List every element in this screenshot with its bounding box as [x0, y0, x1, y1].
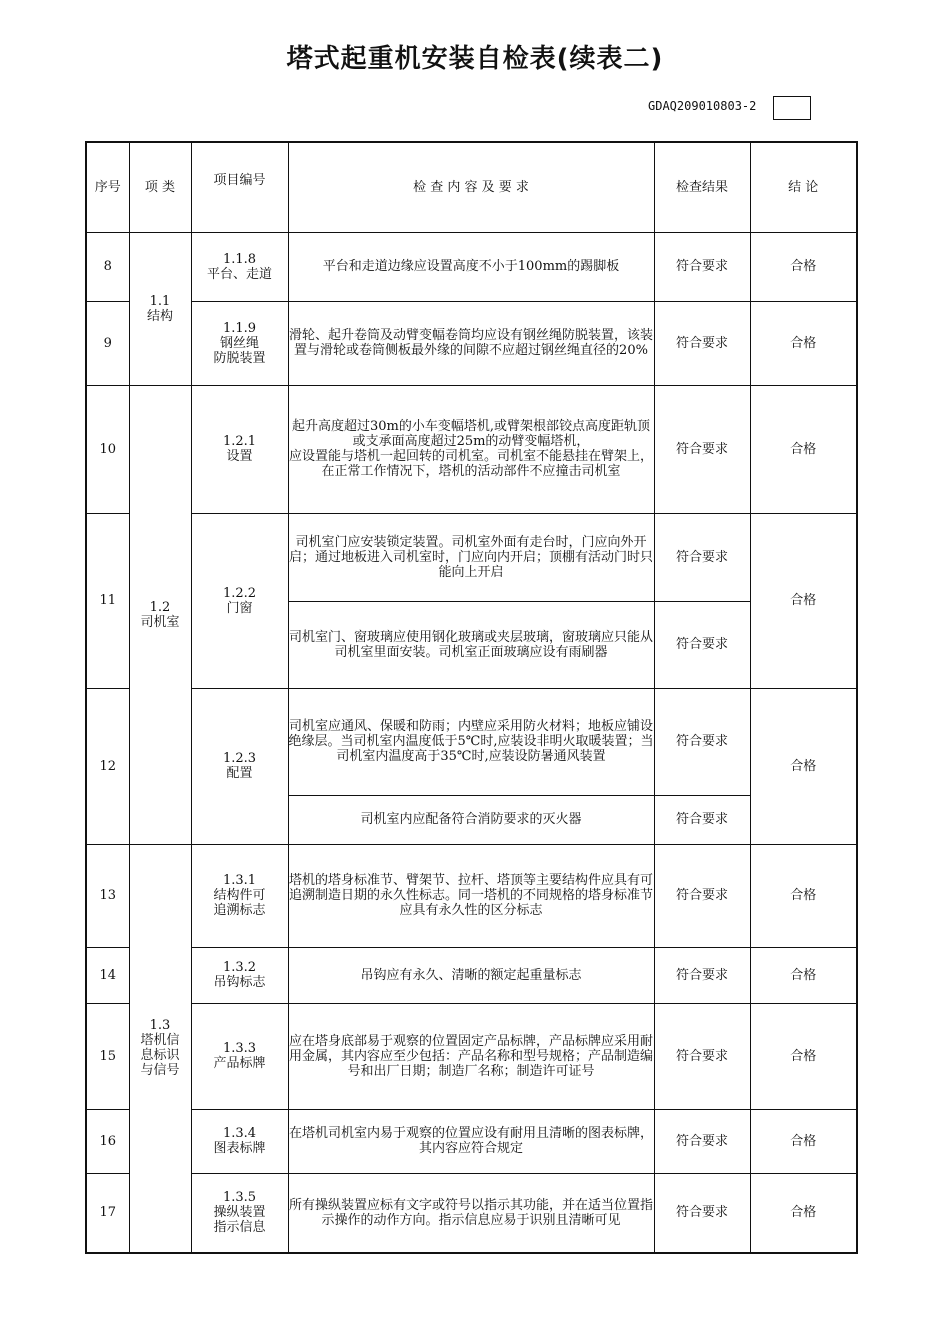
table-row: [86, 1003, 857, 1109]
conclusion: 合格: [750, 301, 857, 385]
conclusion: 合格: [750, 688, 857, 844]
check-result: 符合要求: [654, 301, 750, 385]
item-no: 1.1.9 钢丝绳 防脱装置: [191, 301, 288, 385]
check-result: 符合要求: [654, 688, 750, 795]
requirement-text: 平台和走道边缘应设置高度不小于100mm的踢脚板: [288, 232, 654, 301]
requirement-text: 司机室应通风、保暖和防雨；内壁应采用防火材料；地板应铺设绝缘层。当司机室内温度低于5℃时,应装设非明火取暖装置；当司机室内温度高于35℃时,应装设防暑通风装置: [288, 688, 654, 795]
item-no: 1.3.4 图表标牌: [191, 1109, 288, 1173]
requirement-text: 应在塔身底部易于观察的位置固定产品标牌，产品标牌应采用耐用金属，其内容应至少包括：产品名称和型号规格；产品制造编号和出厂日期；制造厂名称；制造许可证号: [288, 1003, 654, 1109]
header-content: 检 查 内 容 及 要 求: [288, 142, 654, 232]
requirement-text: 在塔机司机室内易于观察的位置应设有耐用且清晰的图表标牌，其内容应符合规定: [288, 1109, 654, 1173]
requirement-text: 司机室门应安装锁定装置。司机室外面有走台时，门应向外开启；通过地板进入司机室时，门应向内开启；顶棚有活动门时只能向上开启: [288, 513, 654, 601]
row-no: 10: [86, 385, 129, 513]
header-conclusion: 结 论: [750, 142, 857, 232]
item-no: 1.3.5 操纵装置 指示信息: [191, 1173, 288, 1253]
item-no: 1.1.8 平台、走道: [191, 232, 288, 301]
table-row: [86, 1109, 857, 1173]
conclusion: 合格: [750, 1003, 857, 1109]
row-no: 16: [86, 1109, 129, 1173]
row-no: 15: [86, 1003, 129, 1109]
table-row: [86, 385, 857, 513]
requirement-text: 塔机的塔身标准节、臂架节、拉杆、塔顶等主要结构件应具有可追溯制造日期的永久性标志。同一塔机的不同规格的塔身标准节应具有永久性的区分标志: [288, 844, 654, 947]
conclusion: 合格: [750, 947, 857, 1003]
requirement-text: 起升高度超过30m的小车变幅塔机,或臂架根部铰点高度距轨顶或支承面高度超过25m的动臂变幅塔机， 应设置能与塔机一起回转的司机室。司机室不能悬挂在臂架上，在正常工作情况下，塔机的活动部件不应撞击司机室: [288, 385, 654, 513]
check-result: 符合要求: [654, 1173, 750, 1253]
inspection-table: [85, 141, 858, 1254]
item-no: 1.3.2 吊钩标志: [191, 947, 288, 1003]
conclusion: 合格: [750, 232, 857, 301]
row-no: 9: [86, 301, 129, 385]
table-row: [86, 947, 857, 1003]
check-result: 符合要求: [654, 1109, 750, 1173]
table-row: [86, 688, 857, 795]
item-no: 1.2.2 门窗: [191, 513, 288, 688]
requirement-text: 司机室门、窗玻璃应使用钢化玻璃或夹层玻璃，窗玻璃应只能从司机室里面安装。司机室正面玻璃应设有雨刷器: [288, 601, 654, 688]
header-row: [86, 142, 857, 232]
requirement-text: 司机室内应配备符合消防要求的灭火器: [288, 795, 654, 844]
conclusion: 合格: [750, 844, 857, 947]
table-row: [86, 844, 857, 947]
check-result: 符合要求: [654, 601, 750, 688]
header-item-no: 项目编号: [191, 142, 288, 232]
header-result: 检查结果: [654, 142, 750, 232]
check-result: 符合要求: [654, 232, 750, 301]
category-identification: 1.3 塔机信 息标识 与信号: [129, 844, 191, 1253]
table-row: [86, 301, 857, 385]
form-code-suffix-box[interactable]: [773, 96, 811, 120]
conclusion: 合格: [750, 385, 857, 513]
row-no: 12: [86, 688, 129, 844]
category-structure: 1.1 结构: [129, 232, 191, 385]
item-no: 1.2.1 设置: [191, 385, 288, 513]
category-cab: 1.2 司机室: [129, 385, 191, 844]
item-no: 1.3.3 产品标牌: [191, 1003, 288, 1109]
check-result: 符合要求: [654, 844, 750, 947]
check-result: 符合要求: [654, 513, 750, 601]
page-title: 塔式起重机安装自检表(续表二): [286, 44, 664, 74]
form-code: GDAQ209010803-2: [648, 99, 757, 113]
table-row: [86, 513, 857, 601]
row-no: 8: [86, 232, 129, 301]
item-no: 1.2.3 配置: [191, 688, 288, 844]
check-result: 符合要求: [654, 1003, 750, 1109]
conclusion: 合格: [750, 513, 857, 688]
item-no: 1.3.1 结构件可 追溯标志: [191, 844, 288, 947]
row-no: 17: [86, 1173, 129, 1253]
check-result: 符合要求: [654, 385, 750, 513]
row-no: 14: [86, 947, 129, 1003]
requirement-text: 所有操纵装置应标有文字或符号以指示其功能，并在适当位置指示操作的动作方向。指示信息应易于识别且清晰可见: [288, 1173, 654, 1253]
table-row: [86, 232, 857, 301]
header-no: 序号: [86, 142, 129, 232]
check-result: 符合要求: [654, 947, 750, 1003]
requirement-text: 吊钩应有永久、清晰的额定起重量标志: [288, 947, 654, 1003]
row-no: 11: [86, 513, 129, 688]
table-row: [86, 1173, 857, 1253]
row-no: 13: [86, 844, 129, 947]
header-category: 项 类: [129, 142, 191, 232]
requirement-text: 滑轮、起升卷筒及动臂变幅卷筒均应设有钢丝绳防脱装置，该装置与滑轮或卷筒侧板最外缘的间隙不应超过钢丝绳直径的20%: [288, 301, 654, 385]
conclusion: 合格: [750, 1173, 857, 1253]
conclusion: 合格: [750, 1109, 857, 1173]
check-result: 符合要求: [654, 795, 750, 844]
